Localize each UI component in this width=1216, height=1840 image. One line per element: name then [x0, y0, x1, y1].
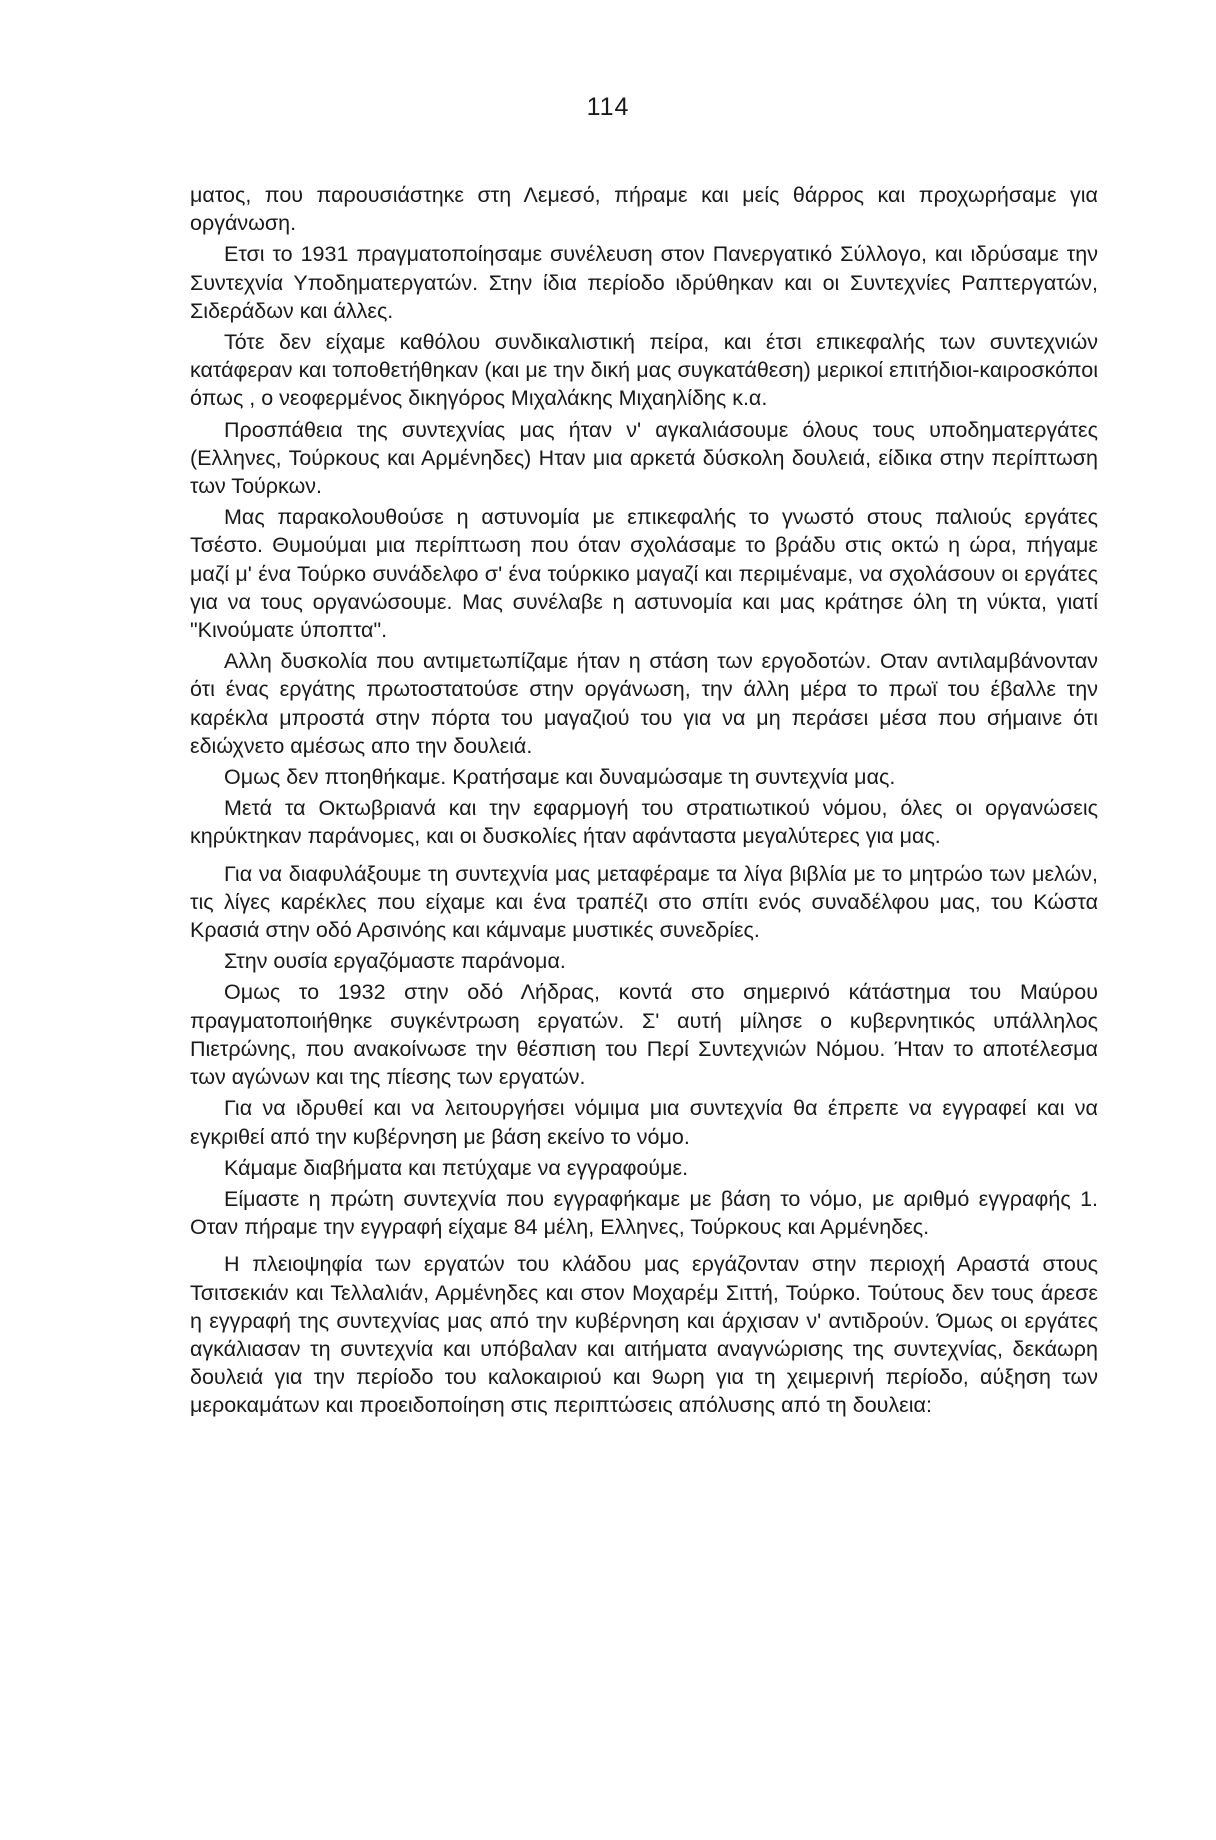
paragraph: Είμαστε η πρώτη συντεχνία που εγγραφήκαμε με βάση το νόμο, με αριθμό εγγραφής 1. Οταν πήραμε την εγγραφή είχαμε 84 μέλη, Ελληνες, Τούρκους και Αρμένηδες.	[190, 1186, 1098, 1240]
paragraph: ματος, που παρουσιάστηκε στη Λεμεσό, πήραμε και μείς θάρρος και προχωρήσαμε για οργάνωση.	[190, 183, 1098, 236]
paragraph: Ομως δεν πτοηθήκαμε. Κρατήσαμε και δυναμώσαμε τη συντεχνία μας.	[224, 765, 896, 790]
paragraph: Για να διαφυλάξουμε τη συντεχνία μας μεταφέραμε τα λίγα βιβλία με το μητρώο των μελών, τις λίγες καρέκλες που είχαμε και ένα τραπέζι στο σπίτι ενός συναδέλφου μας, του Κώστα Κρασιά στην οδό Αρσινόης και κάμναμε μυστικές συνεδρίες.	[190, 861, 1098, 943]
paragraph: Αλλη δυσκολία που αντιμετωπίζαμε ήταν η στάση των εργοδοτών. Οταν αντιλαμβάνονταν ότι ένας εργάτης πρωτοστατούσε στην οργάνωση, την άλλη μέρα το πρωϊ του έβαλλε την καρέκλα μπροστά στην πόρτα του μαγαζιού του για να μη περάσει μέσα που σήμαινε ότι εδιώχνετο αμέσως απο την δουλειά.	[190, 649, 1098, 758]
paragraph: Μετά τα Οκτωβριανά και την εφαρμογή του στρατιωτικού νόμου, όλες οι οργανώσεις κηρύκτηκαν παράνομες, και οι δυσκολίες ήταν αφάνταστα μεγαλύτερες για μας.	[190, 796, 1098, 849]
paragraph: Μας παρακολουθούσε η αστυνομία με επικεφαλής το γνωστό στους παλιούς εργάτες Τσέστο. Θυμούμαι μια περίπτωση που όταν σχολάσαμε το βράδυ στις οκτώ η ώρα, πήγαμε μαζί μ' ένα Τούρκο συνάδελφο σ' ένα τούρκικο μαγαζί και περιμέναμε, να σχολάσουν οι εργάτες για να τους οργανώσουμε. Μας συνέλαβε η αστυνομία και μας κράτησε όλη τη νύκτα, γιατί "Κινούματε ύποπτα".	[190, 505, 1098, 643]
paragraph: Κάμαμε διαβήματα και πετύχαμε να εγγραφούμε.	[224, 1155, 689, 1180]
paragraph: Τότε δεν είχαμε καθόλου συνδικαλιστική πείρα, και έτσι επικεφαλής των συντεχνιών κατάφεραν και τοποθετήθηκαν (και με την δική μας συγκατάθεση) μερικοί επιτήδιοι-καιροσκόποι όπως , ο νεοφερμένος δικηγόρος Μιχαλάκης Μιχαηλίδης κ.α.	[190, 330, 1098, 411]
paragraph: Ομως το 1932 στην οδό Λήδρας, κοντά στο σημερινό κάτάστημα του Μαύρου πραγματοποιήθηκε συγκέντρωση εργατών. Σ' αυτή μίλησε ο κυβερνητικός υπάλληλος Πιετρώνης, που ανακοίνωσε την θέσπιση του Περί Συντεχνιών Νόμου. Ήταν το αποτέλεσμα των αγώνων και της πίεσης των εργατών.	[190, 980, 1098, 1090]
paragraph: Η πλειοψηφία των εργατών του κλάδου μας εργάζονταν στην περιοχή Αραστά στους Τσιτσεκιάν και Τελλαλιάν, Αρμένηδες και στον Μοχαρέμ Σιττή, Τούρκο. Τούτους δεν τους άρεσε η εγγραφή της συντεχνίας μας από την κυβέρνηση και άρχισαν ν' αντιδρούν. Όμως οι εργάτες αγκάλιασαν τη συντεχνία και υπόβαλαν και αιτήματα αναγνώρισης της συντεχνίας, δεκάωρη δουλειά για την περίοδο του καλοκαιριού και 9ωρη για τη χειμερινή περίοδο, αύξηση των μεροκαμάτων και προειδοποίηση στις περιπτώσεις απόλυσης από τη δουλεια:	[190, 1252, 1098, 1418]
paragraph: Προσπάθεια της συντεχνίας μας ήταν ν' αγκαλιάσουμε όλους τους υποδηματεργάτες (Ελληνες, Τούρκους και Αρμένηδες) Ηταν μια αρκετά δύσκολη δουλειά, είδικα στην περίπτωση των Τούρκων.	[190, 417, 1098, 499]
paragraph: Στην ουσία εργαζόμαστε παράνομα.	[224, 949, 566, 974]
paragraph: Για να ιδρυθεί και να λειτουργήσει νόμιμα μια συντεχνία θα έπρεπε να εγγραφεί και να εγκριθεί από την κυβέρνηση με βάση εκείνο το νόμο.	[190, 1096, 1098, 1149]
paragraph: Ετσι το 1931 πραγματοποίησαμε συνέλευση στον Πανεργατικό Σύλλογο, και ιδρύσαμε την Συντεχνία Υποδηματεργατών. Στην ίδια περίοδο ιδρύθηκαν και οι Συντεχνίες Ραπτεργατών, Σιδεράδων και άλλες.	[190, 242, 1098, 323]
page-number: 114	[586, 93, 630, 121]
body-text	[190, 181, 1098, 1423]
